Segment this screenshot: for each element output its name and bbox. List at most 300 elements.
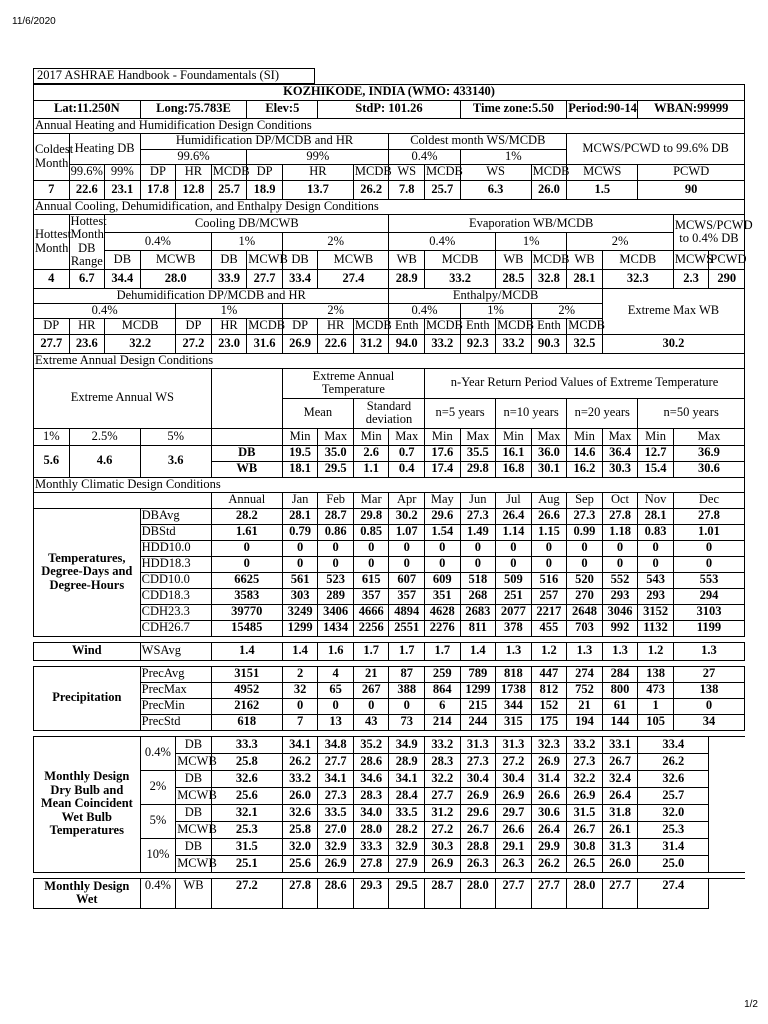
monthly-value: 0 <box>496 556 532 572</box>
table-cell: CDH26.7 <box>140 620 211 636</box>
cooling-value: 28.9 <box>389 269 425 288</box>
wet-bulb-value: 29.3 <box>353 878 389 908</box>
precip-value: 0 <box>353 698 389 714</box>
precip-value: 215 <box>460 698 496 714</box>
dehum-value: 32.2 <box>105 334 176 353</box>
dry-bulb-value: 30.3 <box>425 838 461 855</box>
precip-value: 274 <box>567 666 603 682</box>
design-conditions-sheet <box>33 68 753 909</box>
monthly-value: 523 <box>318 572 354 588</box>
precip-value: 447 <box>531 666 567 682</box>
table-cell: 0.4% <box>140 878 176 908</box>
dry-bulb-value: 31.3 <box>496 736 532 753</box>
table-cell: DB <box>176 736 212 753</box>
table-cell: MCDB <box>532 164 570 179</box>
monthly-value: 1.61 <box>211 524 282 540</box>
table-cell: n=10 years <box>496 398 567 428</box>
heating-value: 18.9 <box>247 180 283 199</box>
wet-bulb-value: 27.7 <box>496 878 532 908</box>
dry-bulb-value: 29.6 <box>460 804 496 821</box>
dry-bulb-value: 28.2 <box>389 821 425 838</box>
dry-bulb-value: 26.9 <box>318 855 354 872</box>
monthly-value: 0 <box>638 556 674 572</box>
monthly-value: 257 <box>531 588 567 604</box>
dry-bulb-value: 26.2 <box>638 753 709 770</box>
table-cell: n=20 years <box>567 398 638 428</box>
monthly-value: 2551 <box>389 620 425 636</box>
table-cell <box>211 368 282 428</box>
dry-bulb-value: 26.9 <box>460 787 496 804</box>
monthly-value: 293 <box>602 588 638 604</box>
precip-value: 105 <box>638 714 674 730</box>
coldest-ws-header: Coldest month WS/MCDB <box>389 133 567 149</box>
time-zone: Time zone:5.50 <box>460 100 567 118</box>
monthly-value: 0 <box>353 556 389 572</box>
table-cell: WB <box>389 250 425 269</box>
dry-bulb-value: 26.7 <box>567 821 603 838</box>
precip-value: 21 <box>567 698 603 714</box>
monthly-value: 1199 <box>673 620 744 636</box>
cooling-value: 34.4 <box>105 269 141 288</box>
cooling-value: 28.5 <box>496 269 532 288</box>
table-cell: 99% <box>105 164 141 180</box>
table-cell: DB <box>211 445 282 461</box>
monthly-value: 1434 <box>318 620 354 636</box>
extreme-value: 0.7 <box>389 445 425 461</box>
dry-bulb-value: 27.9 <box>389 855 425 872</box>
precip-value: 87 <box>389 666 425 682</box>
monthly-value: 0 <box>282 540 318 556</box>
dehum-value: 31.2 <box>353 334 389 353</box>
dry-bulb-value: 25.8 <box>211 753 282 770</box>
wind-value: 1.4 <box>282 642 318 660</box>
dry-bulb-value: 33.2 <box>425 736 461 753</box>
monthly-value: 543 <box>638 572 674 588</box>
table-cell: Mean <box>282 398 353 428</box>
table-cell: 1% <box>176 303 283 318</box>
table-cell: Max <box>389 428 425 445</box>
heating-value: 6.3 <box>460 180 531 199</box>
monthly-value: 0 <box>638 540 674 556</box>
table-cell: 4.6 <box>69 445 140 477</box>
table-cell: DB <box>176 770 212 787</box>
heating-value: 25.7 <box>211 180 247 199</box>
precip-value: 618 <box>211 714 282 730</box>
table-cell: 2% <box>140 770 176 804</box>
cooling-value: 33.4 <box>282 269 318 288</box>
monthly-value: 351 <box>425 588 461 604</box>
precip-value: 0 <box>389 698 425 714</box>
dry-bulb-value: 28.4 <box>389 787 425 804</box>
heating-value: 25.7 <box>425 180 461 199</box>
table-cell: DBStd <box>140 524 211 540</box>
standard-pressure: StdP: 101.26 <box>318 100 460 118</box>
precip-value: 0 <box>282 698 318 714</box>
monthly-value: 4628 <box>425 604 461 620</box>
month-header: Oct <box>602 492 638 508</box>
table-cell: CDD18.3 <box>140 588 211 604</box>
dry-bulb-value: 34.1 <box>318 770 354 787</box>
precip-value: 21 <box>353 666 389 682</box>
precip-value: 7 <box>282 714 318 730</box>
monthly-value: 251 <box>496 588 532 604</box>
dry-bulb-value: 28.0 <box>353 821 389 838</box>
return-period-header: n-Year Return Period Values of Extreme Temperature <box>425 368 745 398</box>
table-cell: MCDB <box>426 318 463 333</box>
monthly-value: 0 <box>460 556 496 572</box>
dry-bulb-value: 31.2 <box>425 804 461 821</box>
dry-bulb-value: 28.6 <box>353 753 389 770</box>
precip-value: 0 <box>318 698 354 714</box>
extreme-value: 36.4 <box>602 445 638 461</box>
monthly-value: 27.3 <box>460 508 496 524</box>
monthly-value: 4894 <box>389 604 425 620</box>
heating-value: 1.5 <box>567 180 638 199</box>
table-cell: 2.5% <box>69 428 140 445</box>
table-cell: HDD18.3 <box>140 556 211 572</box>
month-header: Dec <box>673 492 744 508</box>
dry-bulb-value: 26.6 <box>531 787 567 804</box>
month-header: Sep <box>567 492 603 508</box>
table-cell: 1% <box>460 149 567 164</box>
latitude: Lat:11.250N <box>34 100 141 118</box>
wet-bulb-value: 27.8 <box>282 878 318 908</box>
dry-bulb-value: 34.9 <box>389 736 425 753</box>
dry-bulb-value: 33.4 <box>638 736 709 753</box>
wet-bulb-value: 28.7 <box>425 878 461 908</box>
dry-bulb-value: 34.1 <box>282 736 318 753</box>
dry-bulb-value: 33.5 <box>318 804 354 821</box>
monthly-value: 1.14 <box>496 524 532 540</box>
table-cell: MCDB <box>426 164 463 179</box>
dry-bulb-value: 31.4 <box>638 838 709 855</box>
evaporation-header: Evaporation WB/MCDB <box>389 214 673 233</box>
monthly-value: 6625 <box>211 572 282 588</box>
dry-bulb-value: 32.6 <box>211 770 282 787</box>
table-cell: 10% <box>140 838 176 872</box>
precip-value: 61 <box>602 698 638 714</box>
precip-value: 34 <box>673 714 744 730</box>
table-cell: Enth <box>531 318 567 334</box>
extreme-value: 16.8 <box>496 461 532 477</box>
table-cell: 0.4% <box>389 303 460 318</box>
monthly-value: 0 <box>673 556 744 572</box>
dry-bulb-value: 26.4 <box>531 821 567 838</box>
dry-bulb-value: 32.6 <box>282 804 318 821</box>
wind-value: 1.3 <box>602 642 638 660</box>
monthly-value: 2648 <box>567 604 603 620</box>
month-header: Jan <box>282 492 318 508</box>
monthly-value: 1.07 <box>389 524 425 540</box>
mcws-cooling-header: MCWS/PCWD to 0.4% DB <box>673 214 744 250</box>
table-cell: 99% <box>247 149 389 164</box>
extreme-value: 17.6 <box>425 445 461 461</box>
table-cell: 1% <box>211 233 282 251</box>
monthly-value: 3583 <box>211 588 282 604</box>
table-cell: MCWB <box>176 787 212 804</box>
main-table <box>33 84 753 909</box>
month-header: May <box>425 492 461 508</box>
heating-value: 17.8 <box>140 180 176 199</box>
monthly-value: 26.6 <box>531 508 567 524</box>
table-cell: HR <box>282 164 353 180</box>
monthly-value: 518 <box>460 572 496 588</box>
monthly-value: 29.8 <box>353 508 389 524</box>
dry-bulb-value: 27.3 <box>460 753 496 770</box>
monthly-value: 28.1 <box>282 508 318 524</box>
heating-value: 26.2 <box>353 180 389 199</box>
heating-value: 7 <box>34 180 70 199</box>
table-cell <box>211 428 282 445</box>
cooling-value: 27.7 <box>247 269 283 288</box>
heating-value: 12.8 <box>176 180 212 199</box>
source-title: 2017 ASHRAE Handbook - Foundamentals (SI) <box>34 69 315 84</box>
monthly-value: 357 <box>353 588 389 604</box>
monthly-value: 0.83 <box>638 524 674 540</box>
hottest-db-range-header: Hottest Month DB Range <box>70 213 107 268</box>
monthly-value: 2276 <box>425 620 461 636</box>
table-cell: Enth <box>389 318 425 334</box>
precip-value: 259 <box>425 666 461 682</box>
extreme-value: 1.1 <box>353 461 389 477</box>
monthly-value: 0 <box>425 540 461 556</box>
wet-bulb-value: 27.2 <box>211 878 282 908</box>
monthly-value: 0 <box>531 556 567 572</box>
dry-bulb-value: 27.3 <box>318 787 354 804</box>
month-header: Aug <box>531 492 567 508</box>
precip-value: 1738 <box>496 682 532 698</box>
dry-bulb-group-label: Monthly Design Dry Bulb and Mean Coincident Wet Bulb Temperatures <box>34 736 141 872</box>
wet-bulb-value: 29.5 <box>389 878 425 908</box>
table-cell: MCDB <box>568 318 606 333</box>
table-cell: 5% <box>140 804 176 838</box>
wind-value: 1.4 <box>211 642 282 660</box>
table-cell: HR <box>318 318 354 334</box>
dehum-value: 90.3 <box>531 334 567 353</box>
precip-value: 32 <box>282 682 318 698</box>
monthly-value: 1.01 <box>673 524 744 540</box>
monthly-value: 811 <box>460 620 496 636</box>
dry-bulb-value: 33.2 <box>567 736 603 753</box>
dry-bulb-value: 32.0 <box>282 838 318 855</box>
dry-bulb-value: 28.3 <box>353 787 389 804</box>
extreme-value: 30.1 <box>531 461 567 477</box>
dry-bulb-value: 27.7 <box>318 753 354 770</box>
dry-bulb-value: 27.8 <box>353 855 389 872</box>
wind-value: 1.6 <box>318 642 354 660</box>
table-cell: 99.6% <box>140 149 247 164</box>
extreme-value: 0.4 <box>389 461 425 477</box>
extreme-value: 36.9 <box>673 445 744 461</box>
dry-bulb-value: 33.2 <box>282 770 318 787</box>
precip-value: 1299 <box>460 682 496 698</box>
table-cell: n=5 years <box>425 398 496 428</box>
precip-value: 175 <box>531 714 567 730</box>
table-cell: MCWB <box>247 250 283 269</box>
dry-bulb-value: 32.4 <box>602 770 638 787</box>
wind-value: 1.3 <box>673 642 744 660</box>
precip-value: 789 <box>460 666 496 682</box>
table-cell: 1% <box>496 233 567 251</box>
dry-bulb-value: 30.4 <box>460 770 496 787</box>
longitude: Long:75.783E <box>140 100 247 118</box>
monthly-value: 1.49 <box>460 524 496 540</box>
dry-bulb-value: 32.9 <box>318 838 354 855</box>
table-cell: PrecMax <box>140 682 211 698</box>
wban: WBAN:99999 <box>638 100 745 118</box>
dry-bulb-value: 28.9 <box>389 753 425 770</box>
dehum-value: 33.2 <box>496 334 532 353</box>
table-cell: PCWD <box>638 164 745 180</box>
dry-bulb-value: 32.9 <box>389 838 425 855</box>
table-cell: Max <box>318 428 354 445</box>
month-header: Nov <box>638 492 674 508</box>
monthly-value: 27.8 <box>673 508 744 524</box>
wet-bulb-value: 27.7 <box>602 878 638 908</box>
precip-value: 244 <box>460 714 496 730</box>
monthly-value: 28.2 <box>211 508 282 524</box>
table-cell: DB <box>105 250 141 269</box>
dry-bulb-value: 25.3 <box>638 821 709 838</box>
monthly-value: 30.2 <box>389 508 425 524</box>
table-cell: 2% <box>567 233 674 251</box>
enthalpy-header: Enthalpy/MCDB <box>389 288 602 303</box>
table-cell: Min <box>353 428 389 445</box>
wind-value: 1.7 <box>425 642 461 660</box>
cooling-value: 33.2 <box>425 269 496 288</box>
precip-value: 812 <box>531 682 567 698</box>
monthly-value: 0 <box>602 556 638 572</box>
extreme-value: 15.4 <box>638 461 674 477</box>
extreme-ws-header: Extreme Annual WS <box>34 368 212 428</box>
monthly-value: 0 <box>389 556 425 572</box>
precip-value: 4952 <box>211 682 282 698</box>
monthly-value: 0.85 <box>353 524 389 540</box>
dehum-value: 31.6 <box>247 334 283 353</box>
dry-bulb-value: 26.7 <box>460 821 496 838</box>
dry-bulb-value: 35.2 <box>353 736 389 753</box>
wet-bulb-value: 28.0 <box>460 878 496 908</box>
dehumidification-header: Dehumidification DP/MCDB and HR <box>34 288 389 303</box>
page-number: 1/2 <box>744 999 758 1010</box>
monthly-value: 509 <box>496 572 532 588</box>
dry-bulb-value: 33.3 <box>211 736 282 753</box>
extreme-value: 19.5 <box>282 445 318 461</box>
monthly-value: 1132 <box>638 620 674 636</box>
monthly-value: 552 <box>602 572 638 588</box>
monthly-value: 0 <box>602 540 638 556</box>
extreme-value: 14.6 <box>567 445 603 461</box>
monthly-value: 0 <box>282 556 318 572</box>
period: Period:90-14 <box>567 100 638 118</box>
precip-value: 65 <box>318 682 354 698</box>
monthly-value: 3249 <box>282 604 318 620</box>
monthly-value: 3046 <box>602 604 638 620</box>
dry-bulb-value: 26.0 <box>282 787 318 804</box>
table-cell: 2% <box>531 303 602 318</box>
dry-bulb-value: 29.1 <box>496 838 532 855</box>
table-cell: 0.4% <box>140 736 176 770</box>
dehum-value: 23.0 <box>211 334 247 353</box>
dry-bulb-value: 25.3 <box>211 821 282 838</box>
dehum-value: 32.5 <box>567 334 603 353</box>
monthly-value: 3152 <box>638 604 674 620</box>
cooling-value: 2.3 <box>673 269 709 288</box>
cooling-section-title: Annual Cooling, Dehumidification, and Enthalpy Design Conditions <box>34 199 745 214</box>
extreme-temp-header: Extreme Annual Temperature <box>282 368 424 398</box>
dry-bulb-value: 25.8 <box>282 821 318 838</box>
precip-value: 194 <box>567 714 603 730</box>
monthly-value: 39770 <box>211 604 282 620</box>
precip-value: 27 <box>673 666 744 682</box>
dry-bulb-value: 26.0 <box>602 855 638 872</box>
monthly-value: 28.7 <box>318 508 354 524</box>
extreme-value: 30.3 <box>602 461 638 477</box>
dehum-value: 27.2 <box>176 334 212 353</box>
table-cell: MCWB <box>176 821 212 838</box>
heating-value: 7.8 <box>389 180 425 199</box>
precip-value: 152 <box>531 698 567 714</box>
dry-bulb-value: 27.7 <box>425 787 461 804</box>
dehum-value: 22.6 <box>318 334 354 353</box>
month-header: Jul <box>496 492 532 508</box>
cooling-value: 290 <box>709 269 745 288</box>
table-cell <box>34 492 212 508</box>
precip-value: 214 <box>425 714 461 730</box>
monthly-value: 268 <box>460 588 496 604</box>
wind-value: 1.2 <box>531 642 567 660</box>
table-cell: Min <box>638 428 674 445</box>
dry-bulb-value: 25.7 <box>638 787 709 804</box>
dehum-value: 92.3 <box>460 334 496 353</box>
table-cell: 0.4% <box>389 149 460 164</box>
table-cell: 0.4% <box>34 303 176 318</box>
table-cell: PrecMin <box>140 698 211 714</box>
dry-bulb-value: 27.0 <box>318 821 354 838</box>
monthly-value: 2077 <box>496 604 532 620</box>
monthly-value: 516 <box>531 572 567 588</box>
dry-bulb-value: 33.3 <box>353 838 389 855</box>
table-cell: Standard deviation <box>353 398 424 428</box>
table-cell: MCDB <box>425 250 496 269</box>
heating-value: 22.6 <box>69 180 105 199</box>
table-cell: Max <box>602 428 638 445</box>
monthly-value: 289 <box>318 588 354 604</box>
precip-value: 284 <box>602 666 638 682</box>
precip-value: 4 <box>318 666 354 682</box>
month-header: Jun <box>460 492 496 508</box>
monthly-value: 3103 <box>673 604 744 620</box>
monthly-value: 553 <box>673 572 744 588</box>
monthly-value: 0.86 <box>318 524 354 540</box>
wind-value: 1.7 <box>389 642 425 660</box>
table-cell: 99.6% <box>70 164 103 179</box>
table-cell: Min <box>496 428 532 445</box>
dry-bulb-value: 32.2 <box>567 770 603 787</box>
table-cell: DB <box>176 838 212 855</box>
table-cell: Min <box>282 428 318 445</box>
extreme-value: 35.0 <box>318 445 354 461</box>
table-cell: 1% <box>460 303 531 318</box>
table-cell: DP <box>140 164 176 180</box>
cooling-value: 32.3 <box>602 269 673 288</box>
monthly-value: 609 <box>425 572 461 588</box>
dry-bulb-value: 31.4 <box>531 770 567 787</box>
monthly-value: 303 <box>282 588 318 604</box>
precip-value: 800 <box>602 682 638 698</box>
monthly-value: 0 <box>567 556 603 572</box>
dry-bulb-value: 34.0 <box>353 804 389 821</box>
